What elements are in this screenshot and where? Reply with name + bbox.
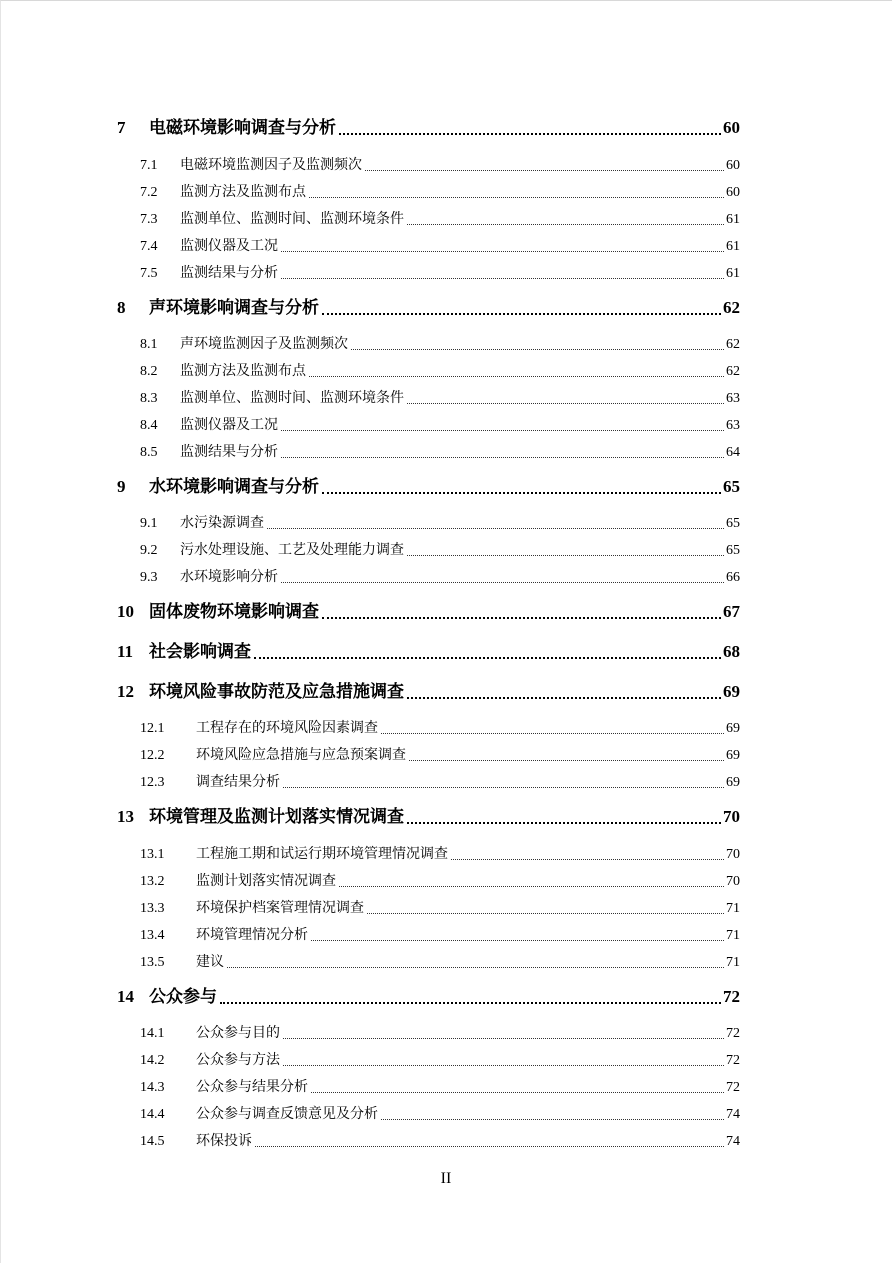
toc-entry-page: 62 <box>726 337 740 352</box>
toc-entry-title: 电磁环境监测因子及监测频次 <box>180 158 362 173</box>
toc-entry-page: 72 <box>726 1053 740 1068</box>
toc-entry-number: 8.1 <box>140 337 158 352</box>
toc-entry-title: 监测单位、监测时间、监测环境条件 <box>180 391 404 406</box>
dot-leader <box>407 820 721 824</box>
toc-entry-number: 13.1 <box>140 847 165 862</box>
toc-chapter-entry[interactable] <box>117 637 740 662</box>
toc-entry-title: 监测仪器及工况 <box>180 239 278 254</box>
toc-entry-number: 7.2 <box>140 185 158 200</box>
toc-section-entry[interactable] <box>140 1022 740 1042</box>
toc-section-entry[interactable] <box>140 154 740 174</box>
toc-entry-title: 电磁环境影响调查与分析 <box>149 118 336 137</box>
toc-entry-title: 调查结果分析 <box>196 775 280 790</box>
toc-entry-title: 公众参与结果分析 <box>196 1080 308 1095</box>
toc-entry-number: 13 <box>117 807 134 826</box>
toc-section-entry[interactable] <box>140 1103 740 1123</box>
toc-entry-number: 9 <box>117 477 126 496</box>
toc-entry-number: 13.2 <box>140 874 165 889</box>
dot-leader <box>381 1118 724 1120</box>
toc-entry-title: 监测仪器及工况 <box>180 418 278 433</box>
dot-leader <box>281 456 724 458</box>
toc-entry-number: 7.3 <box>140 212 158 227</box>
toc-entry-title: 环境管理情况分析 <box>196 928 308 943</box>
toc-entry-title: 公众参与调查反馈意见及分析 <box>196 1107 378 1122</box>
toc-section-entry[interactable] <box>140 181 740 201</box>
dot-leader <box>365 169 724 171</box>
toc-section-entry[interactable] <box>140 843 740 863</box>
toc-entry-page: 65 <box>726 516 740 531</box>
dot-leader <box>339 885 724 887</box>
toc-entry-title: 环境风险事故防范及应急措施调查 <box>149 682 404 701</box>
toc-entry-title: 公众参与 <box>149 987 217 1006</box>
toc-entry-number: 7.4 <box>140 239 158 254</box>
toc-entry-page: 61 <box>726 212 740 227</box>
toc-entry-title: 环境保护档案管理情况调查 <box>196 901 364 916</box>
toc-entry-page: 74 <box>726 1107 740 1122</box>
toc-entry-number: 12.2 <box>140 748 165 763</box>
toc-entry-number: 10 <box>117 602 134 621</box>
dot-leader <box>309 375 724 377</box>
toc-entry-number: 13.5 <box>140 955 165 970</box>
toc-entry-number: 8.5 <box>140 445 158 460</box>
toc-section-entry[interactable] <box>140 333 740 353</box>
dot-leader <box>283 1064 724 1066</box>
toc-chapter-entry[interactable] <box>117 472 740 497</box>
toc-entry-title: 环境管理及监测计划落实情况调查 <box>149 807 404 826</box>
toc-entry-number: 9.3 <box>140 570 158 585</box>
page-number: II <box>440 1170 452 1187</box>
toc-entry-number: 14.1 <box>140 1026 165 1041</box>
toc-entry-title: 公众参与目的 <box>196 1026 280 1041</box>
toc-section-entry[interactable] <box>140 897 740 917</box>
toc-entry-page: 71 <box>726 901 740 916</box>
toc-entry-number: 14 <box>117 987 134 1006</box>
toc-entry-number: 9.2 <box>140 543 158 558</box>
toc-section-entry[interactable] <box>140 441 740 461</box>
toc-section-entry[interactable] <box>140 951 740 971</box>
dot-leader <box>227 966 724 968</box>
toc-entry-number: 12 <box>117 682 134 701</box>
toc-entry-number: 13.4 <box>140 928 165 943</box>
toc-entry-number: 8.2 <box>140 364 158 379</box>
dot-leader <box>254 655 721 659</box>
toc-entry-title: 水环境影响分析 <box>180 570 278 585</box>
toc-section-entry[interactable] <box>140 360 740 380</box>
toc-section-entry[interactable] <box>140 208 740 228</box>
toc-section-entry[interactable] <box>140 414 740 434</box>
toc-entry-page: 72 <box>726 1080 740 1095</box>
toc-entry-page: 62 <box>723 298 740 317</box>
dot-leader <box>309 196 724 198</box>
toc-section-entry[interactable] <box>140 512 740 532</box>
toc-entry-title: 污水处理设施、工艺及处理能力调查 <box>180 543 404 558</box>
toc-entry-page: 60 <box>723 118 740 137</box>
toc-entry-page: 68 <box>723 642 740 661</box>
dot-leader <box>322 490 721 494</box>
toc-entry-number: 8.3 <box>140 391 158 406</box>
toc-entry-number: 7.5 <box>140 266 158 281</box>
toc-entry-page: 65 <box>723 477 740 496</box>
dot-leader <box>339 131 721 135</box>
dot-leader <box>381 732 724 734</box>
toc-entry-page: 72 <box>726 1026 740 1041</box>
dot-leader <box>407 554 724 556</box>
toc-entry-title: 水环境影响调查与分析 <box>149 477 319 496</box>
toc-entry-title: 固体废物环境影响调查 <box>149 602 319 621</box>
toc-entry-number: 12.1 <box>140 721 165 736</box>
toc-chapter-entry[interactable] <box>117 677 740 702</box>
toc-section-entry[interactable] <box>140 539 740 559</box>
toc-entry-page: 65 <box>726 543 740 558</box>
toc-section-entry[interactable] <box>140 387 740 407</box>
toc-section-entry[interactable] <box>140 566 740 586</box>
toc-section-entry[interactable] <box>140 1076 740 1096</box>
toc-entry-title: 工程存在的环境风险因素调查 <box>196 721 378 736</box>
toc-section-entry[interactable] <box>140 924 740 944</box>
toc-entry-title: 工程施工期和试运行期环境管理情况调查 <box>196 847 448 862</box>
dot-leader <box>281 277 724 279</box>
toc-entry-page: 61 <box>726 239 740 254</box>
toc-entry-title: 声环境影响调查与分析 <box>149 298 319 317</box>
toc-section-entry[interactable] <box>140 870 740 890</box>
toc-entry-number: 7 <box>117 118 126 137</box>
toc-entry-title: 声环境监测因子及监测频次 <box>180 337 348 352</box>
toc-entry-page: 71 <box>726 928 740 943</box>
toc-entry-page: 63 <box>726 391 740 406</box>
toc-entry-title: 水污染源调查 <box>180 516 264 531</box>
dot-leader <box>283 1037 724 1039</box>
dot-leader <box>281 429 724 431</box>
toc-section-entry[interactable] <box>140 1049 740 1069</box>
toc-entry-number: 13.3 <box>140 901 165 916</box>
toc-entry-title: 监测结果与分析 <box>180 445 278 460</box>
toc-entry-page: 67 <box>723 602 740 621</box>
dot-leader <box>322 615 721 619</box>
toc-entry-title: 环境风险应急措施与应急预案调查 <box>196 748 406 763</box>
dot-leader <box>283 786 724 788</box>
dot-leader <box>407 402 724 404</box>
toc-entry-title: 监测单位、监测时间、监测环境条件 <box>180 212 404 227</box>
toc-entry-number: 14.3 <box>140 1080 165 1095</box>
toc-entry-page: 69 <box>726 775 740 790</box>
toc-entry-page: 74 <box>726 1134 740 1149</box>
dot-leader <box>351 348 724 350</box>
toc-entry-number: 14.5 <box>140 1134 165 1149</box>
toc-entry-title: 建议 <box>196 955 224 970</box>
toc-section-entry[interactable] <box>140 262 740 282</box>
dot-leader <box>407 223 724 225</box>
toc-chapter-entry[interactable] <box>117 982 740 1007</box>
toc-entry-page: 66 <box>726 570 740 585</box>
toc-entry-page: 69 <box>726 748 740 763</box>
toc-entry-page: 72 <box>723 987 740 1006</box>
toc-entry-title: 公众参与方法 <box>196 1053 280 1068</box>
toc-entry-page: 60 <box>726 185 740 200</box>
dot-leader <box>407 695 721 699</box>
toc-chapter-entry[interactable] <box>117 802 740 827</box>
toc-entry-page: 69 <box>726 721 740 736</box>
toc-entry-page: 71 <box>726 955 740 970</box>
toc-section-entry[interactable] <box>140 1130 740 1150</box>
toc-entry-page: 70 <box>726 847 740 862</box>
toc-section-entry[interactable] <box>140 744 740 764</box>
toc-entry-number: 9.1 <box>140 516 158 531</box>
dot-leader <box>281 250 724 252</box>
toc-entry-page: 61 <box>726 266 740 281</box>
toc-section-entry[interactable] <box>140 717 740 737</box>
toc-entry-page: 62 <box>726 364 740 379</box>
toc-entry-number: 7.1 <box>140 158 158 173</box>
dot-leader <box>267 527 724 529</box>
toc-chapter-entry[interactable] <box>117 113 740 138</box>
toc-entry-number: 8 <box>117 298 126 317</box>
toc-entry-number: 14.2 <box>140 1053 165 1068</box>
dot-leader <box>367 912 724 914</box>
toc-entry-title: 环保投诉 <box>196 1134 252 1149</box>
toc-section-entry[interactable] <box>140 235 740 255</box>
dot-leader <box>281 581 724 583</box>
toc-entry-number: 14.4 <box>140 1107 165 1122</box>
toc-entry-title: 监测计划落实情况调查 <box>196 874 336 889</box>
dot-leader <box>255 1145 724 1147</box>
toc-entry-page: 60 <box>726 158 740 173</box>
dot-leader <box>451 858 724 860</box>
dot-leader <box>220 1000 721 1004</box>
toc-entry-page: 63 <box>726 418 740 433</box>
toc-chapter-entry[interactable] <box>117 597 740 622</box>
toc-entry-title: 监测结果与分析 <box>180 266 278 281</box>
dot-leader <box>311 1091 724 1093</box>
dot-leader <box>311 939 724 941</box>
toc-entry-page: 64 <box>726 445 740 460</box>
toc-entry-title: 监测方法及监测布点 <box>180 364 306 379</box>
toc-section-entry[interactable] <box>140 771 740 791</box>
toc-entry-page: 70 <box>723 807 740 826</box>
toc-entry-number: 11 <box>117 642 134 661</box>
toc-entry-title: 社会影响调查 <box>149 642 251 661</box>
toc-entry-number: 8.4 <box>140 418 158 433</box>
toc-chapter-entry[interactable] <box>117 293 740 318</box>
toc-entry-title: 监测方法及监测布点 <box>180 185 306 200</box>
toc-entry-page: 70 <box>726 874 740 889</box>
toc-entry-page: 69 <box>723 682 740 701</box>
toc-entry-number: 12.3 <box>140 775 165 790</box>
dot-leader <box>322 311 721 315</box>
dot-leader <box>409 759 724 761</box>
